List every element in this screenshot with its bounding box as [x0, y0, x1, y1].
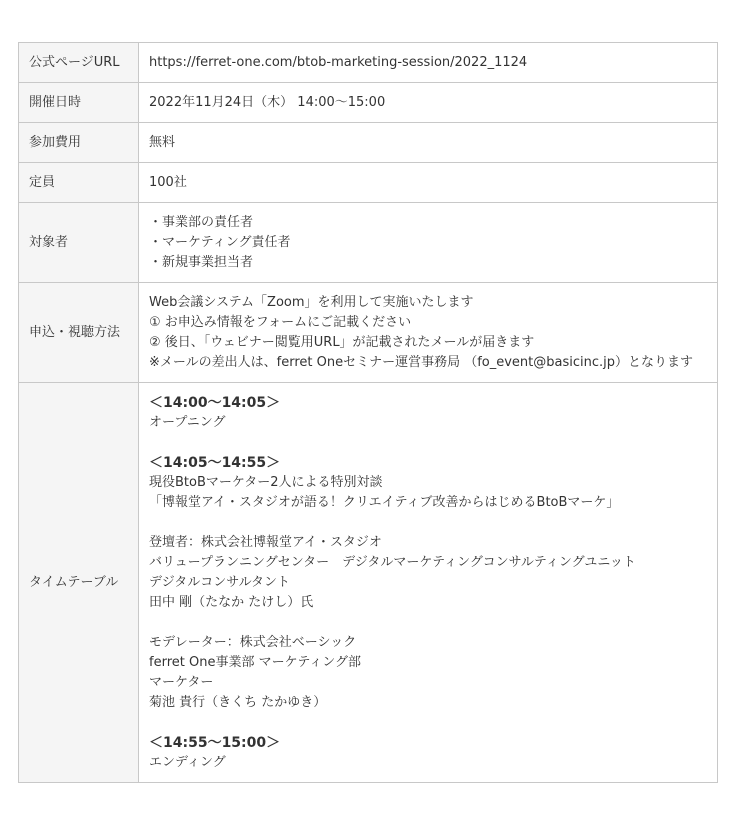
row-timetable — [19, 383, 718, 783]
value-line[interactable]: https://ferret-one.com/btob-marketing-session/2022_1124 — [149, 54, 528, 70]
value-line: モデレーター：株式会社ベーシック — [149, 634, 357, 650]
timetable-value — [139, 383, 718, 783]
event-info-table — [18, 42, 718, 783]
value-line: ・新規事業担当者 — [149, 254, 254, 270]
row-label: 参加費用 — [19, 123, 139, 163]
value-line: 無料 — [149, 134, 176, 150]
registration-method-value — [139, 283, 718, 383]
value-line: エンディング — [149, 754, 226, 770]
row-event-datetime — [19, 83, 718, 123]
value-line: ・マーケティング責任者 — [149, 234, 291, 250]
row-capacity — [19, 163, 718, 203]
row-label: 開催日時 — [19, 83, 139, 123]
row-official-url — [19, 43, 718, 83]
row-label: 対象者 — [19, 203, 139, 283]
blank-line — [149, 713, 707, 733]
value-line: デジタルコンサルタント — [149, 574, 291, 590]
value-line: オープニング — [149, 414, 226, 430]
blank-line — [149, 433, 707, 453]
value-line: 現役BtoBマーケター2人による特別対談 — [149, 474, 383, 490]
target-audience-value — [139, 203, 718, 283]
value-line: Web会議システム「Zoom」を利用して実施いたします — [149, 294, 474, 310]
value-line: バリュープランニングセンター デジタルマーケティングコンサルティングユニット — [149, 554, 636, 570]
row-target-audience — [19, 203, 718, 283]
event-datetime-value — [139, 83, 718, 123]
value-line: ・事業部の責任者 — [149, 214, 254, 230]
timeslot-heading: ＜14:05〜14:55＞ — [149, 454, 281, 471]
blank-line — [149, 513, 707, 533]
timeslot-heading: ＜14:00〜14:05＞ — [149, 394, 281, 411]
value-line: 菊池 貴行（きくち たかゆき） — [149, 694, 327, 710]
value-line: ferret One事業部 マーケティング部 — [149, 654, 362, 670]
value-line: 「博報堂アイ・スタジオが語る！クリエイティブ改善からはじめるBtoBマーケ」 — [149, 494, 620, 510]
value-line: ② 後日、「ウェビナー閲覧用URL」が記載されたメールが届きます — [149, 334, 535, 350]
value-line: 登壇者：株式会社博報堂アイ・スタジオ — [149, 534, 382, 550]
row-label: タイムテーブル — [19, 383, 139, 783]
row-label: 定員 — [19, 163, 139, 203]
row-registration-method — [19, 283, 718, 383]
capacity-value — [139, 163, 718, 203]
blank-line — [149, 613, 707, 633]
value-line: ① お申込み情報をフォームにご記載ください — [149, 314, 412, 330]
timeslot-heading: ＜14:55〜15:00＞ — [149, 734, 281, 751]
value-line: 田中 剛（たなか たけし）氏 — [149, 594, 314, 610]
official-url-value[interactable] — [139, 43, 718, 83]
row-label: 申込・視聴方法 — [19, 283, 139, 383]
row-fee — [19, 123, 718, 163]
value-line: 2022年11月24日（木） 14:00〜15:00 — [149, 94, 386, 110]
row-label: 公式ページURL — [19, 43, 139, 83]
value-line: 100社 — [149, 174, 187, 190]
value-line: ※メールの差出人は、ferret Oneセミナー運営事務局 （fo_event@basicinc.jp）となります — [149, 354, 694, 370]
value-line: マーケター — [149, 674, 214, 690]
fee-value — [139, 123, 718, 163]
